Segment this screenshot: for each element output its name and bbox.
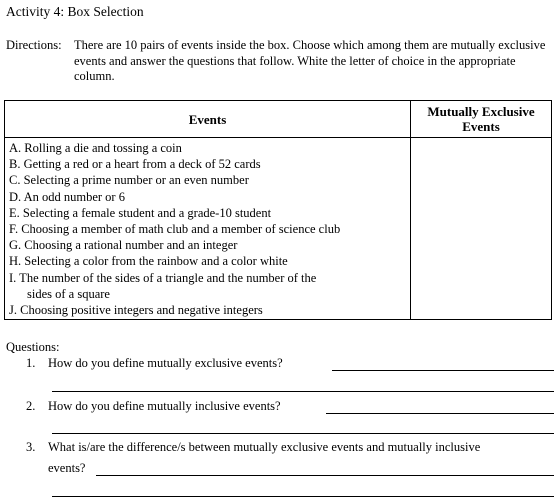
- answer-line[interactable]: [52, 496, 554, 497]
- table-body-row: [5, 138, 552, 320]
- event-item: D. An odd number or 6: [9, 189, 125, 204]
- event-item: I. The number of the sides of a triangle and the number of the: [9, 270, 317, 285]
- event-item: B. Getting a red or a heart from a deck of 52 cards: [9, 157, 261, 172]
- events-cell: [5, 138, 411, 320]
- question-number: 1.: [26, 356, 36, 370]
- directions-label: Directions:: [6, 38, 62, 52]
- answer-line[interactable]: [326, 413, 554, 414]
- event-item: H. Selecting a color from the rainbow and a color white: [9, 254, 288, 269]
- answer-line[interactable]: [52, 391, 554, 392]
- question-number: 3.: [26, 440, 36, 454]
- mutually-exclusive-column-header: Mutually Exclusive Events: [411, 101, 552, 138]
- events-column-header: Events: [5, 101, 411, 138]
- event-item: J. Choosing positive integers and negative integers: [9, 303, 263, 318]
- event-item: G. Choosing a rational number and an integer: [9, 238, 238, 253]
- answer-line[interactable]: [96, 475, 554, 476]
- event-item: A. Rolling a die and tossing a coin: [9, 141, 182, 155]
- question-text-continuation: events?: [48, 461, 86, 475]
- event-item-continuation: [9, 286, 410, 302]
- mutually-exclusive-answer-cell[interactable]: [411, 138, 552, 320]
- directions-text: There are 10 pairs of events inside the box. Choose which among them are mutually exclusive events and answer the questions that follow. White the letter of choice in the appropriate column.: [74, 38, 546, 83]
- answer-line[interactable]: [332, 370, 554, 371]
- answer-line[interactable]: [52, 433, 554, 434]
- event-item: F. Choosing a member of math club and a member of science club: [9, 222, 341, 237]
- activity-title: Activity 4: Box Selection: [6, 4, 144, 19]
- table-header-row: [5, 101, 552, 138]
- event-item-continuation-text: sides of a square: [27, 286, 110, 301]
- event-item: C. Selecting a prime number or an even number: [9, 173, 249, 188]
- event-item: E. Selecting a female student and a grade-10 student: [9, 205, 272, 220]
- question-text: What is/are the difference/s between mutually exclusive events and mutually inclusive: [48, 440, 481, 454]
- question-text: How do you define mutually inclusive events?: [48, 399, 281, 413]
- question-number: 2.: [26, 399, 36, 413]
- question-text: How do you define mutually exclusive events?: [48, 356, 283, 370]
- questions-heading: Questions:: [6, 340, 60, 354]
- events-table: [4, 100, 552, 320]
- events-list: [5, 138, 410, 319]
